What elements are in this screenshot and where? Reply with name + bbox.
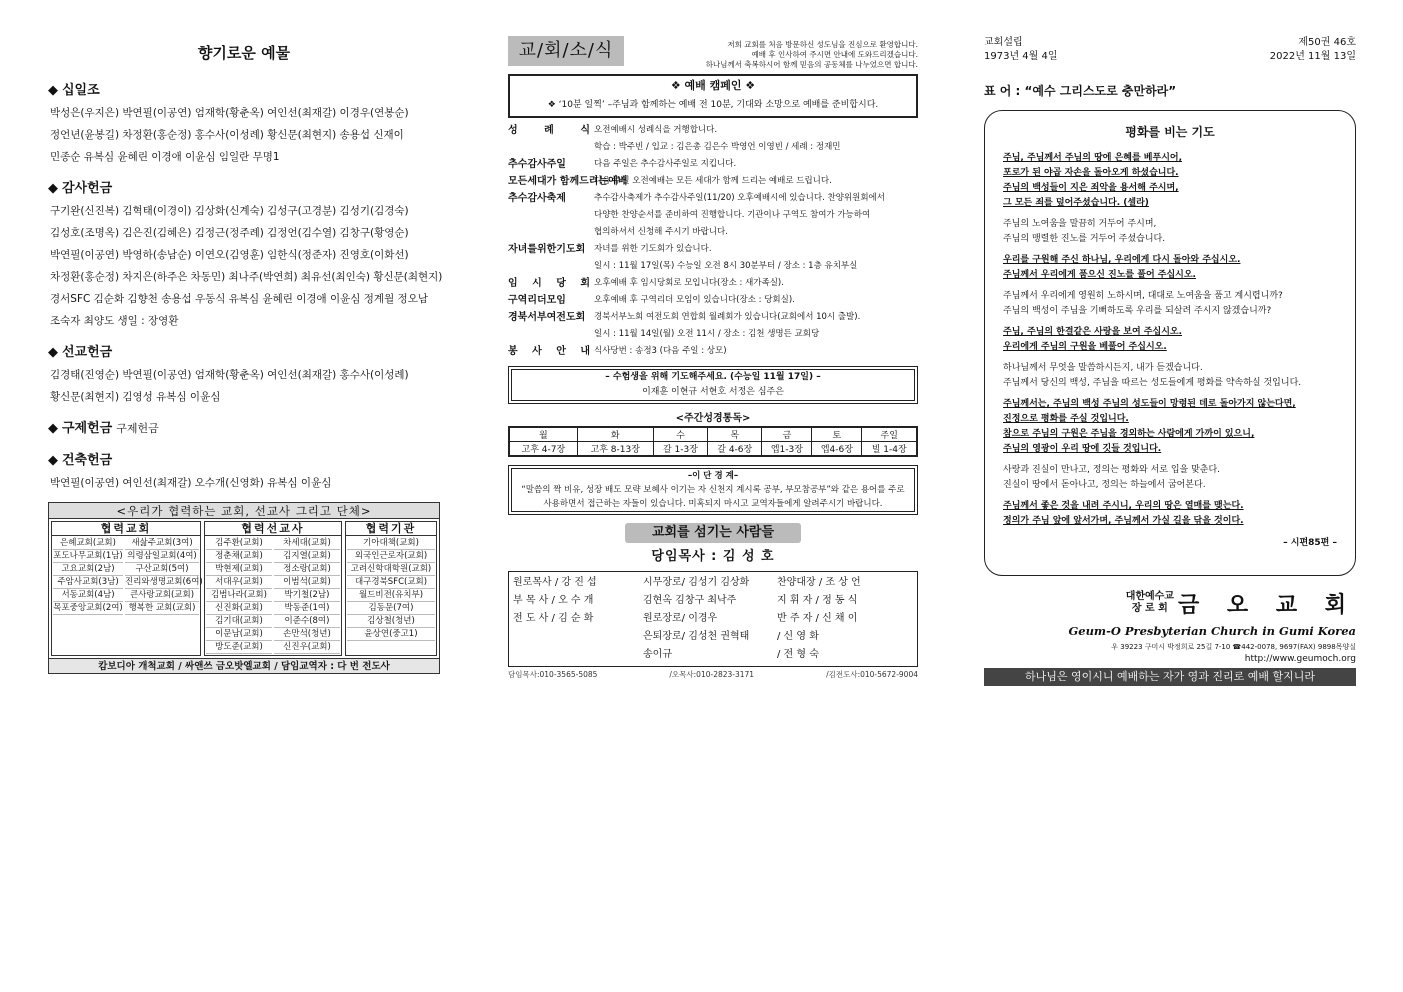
schedule-reads-row: [509, 442, 917, 457]
staff-cell: 시무장로/ 김성기 김상화: [643, 577, 750, 588]
schedule-reading: 갈 1-3장: [653, 442, 707, 457]
news-item-label: 추수감사주일: [508, 159, 566, 170]
staff-row: [513, 610, 913, 628]
offering-names-line: 조숙자 최양도 생일 : 장영환: [50, 315, 179, 327]
bible-schedule-table: [508, 426, 918, 457]
news-item: [508, 156, 918, 173]
news-item-line: 일시 : 11월 17일(목) 수능일 오전 8시 30분부터 / 장소 : 1층 유치부실: [594, 261, 858, 271]
news-item: [508, 275, 918, 292]
news-item-content: [594, 241, 918, 275]
diamond-icon: ◆: [48, 421, 58, 436]
coop-list-item: 박기철(2남): [274, 589, 340, 602]
schedule-day: 화: [577, 427, 653, 442]
offering-section-title: [48, 342, 440, 364]
prayer-line: 하나님께서 무엇을 말씀하시든지, 내가 듣겠습니다.: [1003, 363, 1203, 373]
staff-cell: 전 도 사 / 김 순 화: [513, 613, 594, 624]
news-item: [508, 292, 918, 309]
coop-list-item: 김범나라(교회): [206, 589, 272, 602]
coop-list-item: 고요교회(2남): [53, 563, 123, 576]
exam-prayer-box: [508, 366, 918, 404]
coop-list-item: 방도준(교회): [206, 641, 272, 654]
coop-orgs: [345, 521, 437, 656]
offering-section: [48, 80, 440, 168]
offering-names-line: 경서SFC 김순화 김향천 송용섭 우동식 유복심 윤혜린 이경애 이윤심 정계월 정오남: [50, 293, 428, 305]
prayer-line: 주님, 주님의 한결같은 사랑을 보여 주십시오.: [1003, 327, 1182, 337]
prayer-line: 진정으로 평화를 주실 것입니다.: [1003, 414, 1129, 424]
coop-list-item: 윤상연(중고1): [347, 628, 435, 641]
coop-list-item: 기아대책(교회): [347, 537, 435, 550]
news-item-label: 경북서부여전도회: [508, 312, 586, 323]
staff-cell: 찬양대장 / 조 상 언: [777, 577, 861, 588]
coop-list-item: 김동문(7여): [347, 602, 435, 615]
news-item-line: 추수감사축제가 추수감사주일(11/20) 오후예배시에 있습니다. 찬양위원회에서: [594, 193, 885, 203]
prayer-line: 진실이 땅에서 돋아나고, 정의는 하늘에서 굽어본다.: [1003, 480, 1206, 490]
offering-section-title: [48, 450, 440, 472]
schedule-reading: 빌 1-4장: [862, 442, 917, 457]
caution-text: “말씀의 짝 비유, 성장 배도 모략 보혜사 이기는 자 신천지 계시록 공부, 부모참공부”와 같은 용어를 주로 사용하면서 접근하는 자들이 있습니다. 미혹되지 마시고 교역자들에게 알려주시기 바랍니다.: [521, 485, 905, 509]
staff-cell: / 신 영 화: [777, 631, 819, 642]
news-intro-line: 저희 교회를 처음 방문하신 성도님을 진심으로 환영합니다.: [727, 40, 918, 49]
news-title: 교/회/소/식: [508, 36, 624, 66]
offering-inline-names: 구제헌금: [116, 422, 159, 435]
coop-list-item: 의령삼일교회(4여): [125, 550, 199, 563]
prayer-line: 우리를 구원해 주신 하나님, 우리에게 다시 돌아와 주십시오.: [1003, 255, 1241, 265]
news-item-line: 자녀를 위한 기도회가 있습니다.: [594, 244, 712, 254]
offering-section-name: 구제헌금: [62, 421, 113, 436]
campaign-desc: ❖ ‘10분 일찍’ –주님과 함께하는 예배 전 10분, 기대와 소망으로 예배를 준비합시다.: [547, 100, 879, 110]
phone-evangelist: /김전도사:010-5672-9004: [826, 670, 918, 679]
staff-cell: 은퇴장로/ 김성천 권혁태: [643, 631, 750, 642]
prayer-stanza: [1003, 325, 1337, 355]
church-english-name: Geum-O Presbyterian Church in Gumi Korea: [1068, 624, 1356, 638]
offering-section-name: 건축헌금: [62, 453, 113, 468]
coop-list-item: 외국인근로자(교회): [347, 550, 435, 563]
staff-cell: 원로장로/ 이경우: [643, 613, 718, 624]
offering-section-name: 십일조: [62, 83, 100, 98]
coop-list-item: 신진우(교회): [274, 641, 340, 654]
prayer-line: 주님께서 우리에게 품으신 진노를 풀어 주십시오.: [1003, 270, 1196, 280]
offering-names-line: 구기완(신진복) 김혁태(이경이) 김상화(신계숙) 김성구(고경분) 김성기(김경숙): [50, 205, 409, 217]
cooperation-body: [49, 519, 439, 656]
issue-date: 2022년 11월 13일: [1269, 51, 1356, 62]
news-item-content: [594, 343, 918, 360]
coop-list-item: 구산교회(5여): [125, 563, 199, 576]
schedule-day: 수: [653, 427, 707, 442]
news-intro: [624, 36, 918, 70]
coop-list-item: 서동교회(4남): [53, 589, 123, 602]
offerings-sections: [48, 80, 443, 494]
offering-names-line: 황신문(최현지) 김영성 유복심 이윤심: [50, 391, 221, 403]
schedule-reading: 고후 8-13장: [577, 442, 653, 457]
coop-missionaries-list-b: [273, 536, 341, 655]
coop-list-item: 고려신학대학원(교회): [347, 563, 435, 576]
prayer-line: 주님의 백성이 주님을 기뻐하도록 우리를 되살려 주시지 않겠습니까?: [1003, 306, 1272, 316]
prayer-line: 정의가 주님 앞에 앞서가며, 주님께서 가실 길을 닦을 것이다.: [1003, 516, 1244, 526]
exam-prayer-names: 이재훈 이현규 서현호 서정은 심주은: [642, 387, 784, 397]
news-item-line: 오후예배 후 임시당회로 모입니다(장소 : 새가족실).: [594, 278, 784, 288]
coop-list-item: 정소랑(교회): [274, 563, 340, 576]
coop-list-item: 신진화(교회): [206, 602, 272, 615]
offering-section: [48, 450, 440, 494]
staff-row: [513, 592, 913, 610]
news-item-content: [594, 173, 918, 190]
cooperation-box: [48, 502, 440, 674]
coop-list-item: 김상철(청년): [347, 615, 435, 628]
offering-names-line: 김성호(조명옥) 김은진(김혜은) 김정근(정주례) 김정언(김수열) 김창구(황영순): [50, 227, 409, 239]
staff-table: [508, 571, 918, 667]
staff-cell: 송이규: [643, 649, 672, 660]
senior-pastor: 당임목사 : 김 성 호: [651, 549, 775, 564]
prayer-line: 사랑과 진실이 만나고, 정의는 평화와 서로 입을 맞춘다.: [1003, 465, 1221, 475]
news-item-content: [594, 190, 918, 241]
church-address: 우 39223 구미시 박정희로 25길 7-10 ☎442-0078, 9697(FAX) 9898목양실: [1111, 643, 1356, 651]
news-item-line: 경북서부노회 여전도회 연합회 월례회가 있습니다(교회에서 10시 출발).: [594, 312, 861, 322]
news-item-content: [594, 292, 918, 309]
coop-list-item: 진리와생명교회(6여): [125, 577, 203, 587]
news-item-line: 학습 : 박주빈 / 입교 : 김은총 김은수 박영언 이영빈 / 세례 : 정재민: [594, 142, 841, 152]
church-website-link[interactable]: http://www.geumoch.org: [1244, 654, 1356, 664]
founded-label: 교회설립: [984, 37, 1023, 48]
prayer-line: 주님의 맹렬한 진노를 거두어 주셨습니다.: [1003, 234, 1166, 244]
schedule-reading: 엡1-3장: [762, 442, 812, 457]
staff-row: [513, 646, 913, 664]
prayer-line: 그 모든 죄를 덮어주셨습니다. (셀라): [1003, 198, 1149, 208]
staff-row: [513, 574, 913, 592]
coop-list-item: 큰사랑교회(교회): [125, 589, 199, 602]
news-item-line: 오전예배시 성례식을 거행합니다.: [594, 125, 718, 135]
coop-churches: [51, 521, 201, 656]
campaign-title: ❖ 예배 캠페인 ❖: [670, 79, 756, 92]
staff-row: [513, 628, 913, 646]
news-item-line: 다음 주일은 추수감사주일로 지킵니다.: [594, 159, 737, 169]
prayer-line: 주님의 영광이 우리 땅에 깃들 것입니다.: [1003, 444, 1162, 454]
prayer-line: 주님, 주님께서 주님의 땅에 은혜를 베푸시어,: [1003, 153, 1182, 163]
prayer-stanza: [1003, 361, 1337, 391]
news-header: [508, 36, 918, 70]
bulletin-slogan: 하나님은 영이시니 예배하는 자가 영과 진리로 예배 할지니라: [984, 668, 1356, 686]
news-intro-line: 하나님께서 축복하시어 함께 믿음의 공동체를 나누었으면 합니다.: [705, 60, 918, 69]
coop-missionaries-list-a: [205, 536, 273, 655]
coop-list-item: 주암사교회(3남): [53, 576, 123, 589]
schedule-day: 목: [708, 427, 762, 442]
coop-list-item: 김주환(교회): [206, 537, 272, 550]
offering-names-line: 정언년(윤봉길) 차정환(홍순정) 홍수사(이성례) 황신문(최현지) 송용섭 신재이: [50, 129, 404, 141]
schedule-day: 월: [509, 427, 577, 442]
news-item-label: 봉 사 안 내: [508, 346, 590, 357]
coop-list-item: 박현제(교회): [206, 563, 272, 576]
offering-names-line: 박연필(이공연) 여인선(최재갈) 오수개(신영화) 유복심 이윤심: [50, 477, 332, 489]
coop-list-item: 은혜교회(교회): [53, 537, 123, 550]
prayer-stanza: [1003, 397, 1337, 457]
coop-churches-list-b: [124, 536, 203, 616]
news-item-line: 협의하셔서 신청해 주시기 바랍니다.: [594, 227, 728, 237]
diamond-icon: ◆: [48, 345, 58, 360]
coop-list-item: 월드비전(유치부): [347, 589, 435, 602]
news-intro-line: 예배 후 인사하여 주시면 안내에 도와드리겠습니다.: [751, 50, 918, 59]
caution-title: –이 단 경 계–: [687, 471, 739, 481]
staff-cell: [513, 646, 643, 664]
offering-section: [48, 418, 440, 440]
cooperation-footer: 캄보디아 개척교회 / 싸앤쓰 금오밧엘교회 / 담임교역자 : 다 번 전도사: [49, 658, 439, 673]
denomination-line: 장 로 회: [1131, 603, 1168, 614]
news-item-content: [594, 309, 918, 343]
offering-names-line: 차정환(홍순정) 차지은(하주은 차동민) 최나주(박연희) 최유선(최인숙) 황신문(최현지): [50, 271, 443, 283]
prayer-line: 주님의 백성들이 지은 죄악을 용서해 주시며,: [1003, 183, 1179, 193]
offering-section: [48, 342, 440, 408]
prayer-line: 주님의 노여움을 말끔히 거두어 주시며,: [1003, 219, 1157, 229]
coop-list-item: 대구경북SFC(교회): [347, 576, 435, 589]
denomination: [1126, 591, 1174, 615]
news-item-label: 추수감사축제: [508, 193, 566, 204]
news-item-content: [594, 275, 918, 292]
prayer-line: 참으로 주님의 구원은 주님을 경외하는 사람에게 가까이 있으니,: [1003, 429, 1255, 439]
news-item-label: 자녀를위한기도회: [508, 244, 586, 255]
news-item-line: 다양한 찬양순서를 준비하여 진행합니다. 기관이나 구역도 참여가 가능하여: [594, 210, 871, 220]
staff-cell: 원로목사 / 강 진 섭: [513, 577, 597, 588]
schedule-day: 금: [762, 427, 812, 442]
news-item-label: 모든세대가 함께드리는예배: [508, 176, 628, 187]
coop-orgs-list: [346, 536, 436, 642]
offering-names-line: 박연필(이공연) 박영하(송남순) 이연오(김영훈) 임한식(정준자) 진영호(이화선): [50, 249, 409, 261]
staff-cell: 반 주 자 / 신 채 이: [777, 613, 858, 624]
coop-list-item: 서대우(교회): [206, 576, 272, 589]
diamond-icon: ◆: [48, 83, 58, 98]
phone-pastor: 담임목사:010-3565-5085: [508, 670, 598, 679]
news-item: [508, 241, 918, 275]
coop-list-item: 이문남(교회): [206, 628, 272, 641]
coop-list-item: 새삶주교회(3여): [125, 537, 199, 550]
founded-date: 1973년 4월 4일: [984, 51, 1058, 62]
news-items: [508, 122, 918, 360]
prayer-line: 주님께서 당신의 백성, 주님을 따르는 성도들에게 평화를 약속하실 것입니다.: [1003, 378, 1302, 388]
news-item-label: 성 례 식: [508, 125, 590, 136]
prayer-line: 주님께서는, 주님의 백성 주님의 성도들이 망령된 데로 돌아가지 않는다면,: [1003, 399, 1296, 409]
schedule-days-row: [509, 427, 917, 442]
peace-prayer-stanzas: [1003, 151, 1337, 529]
news-item: [508, 343, 918, 360]
prayer-stanza: [1003, 289, 1337, 319]
diamond-icon: ◆: [48, 453, 58, 468]
staff-cell: 지 휘 자 / 정 동 식: [777, 595, 858, 606]
prayer-line: 주님께서 좋은 것을 내려 주시니, 우리의 땅은 열매를 맺는다.: [1003, 501, 1244, 511]
news-item: [508, 122, 918, 156]
news-item-line: 일시 : 11월 14일(월) 오전 11시 / 장소 : 김천 생명든 교회당: [594, 329, 820, 339]
phone-associate: /오목사:010-2823-3171: [669, 670, 755, 679]
news-item: [508, 309, 918, 343]
peace-prayer-title: 평화를 비는 기도: [1125, 125, 1215, 139]
church-name: 금 오 교 회: [1178, 592, 1356, 618]
cover-column: [984, 36, 1356, 686]
news-item-content: [594, 156, 918, 173]
prayer-line: 우리에게 주님의 구원을 베풀어 주십시오.: [1003, 342, 1167, 352]
worship-campaign: [508, 74, 918, 118]
offering-section-title: [48, 418, 440, 440]
coop-list-item: 김지열(교회): [274, 550, 340, 563]
offering-section-name: 감사헌금: [62, 181, 113, 196]
prayer-line: 주님께서 우리에게 영원히 노하시며, 대대로 노여움을 품고 계시렵니까?: [1003, 291, 1283, 301]
news-column: [508, 36, 918, 680]
coop-missionaries: [204, 521, 342, 656]
bible-schedule-title: <주간성경통독>: [675, 413, 751, 424]
news-item-content: [594, 122, 918, 156]
exam-prayer-title: – 수험생을 위해 기도해주세요. (수능일 11월 17일) –: [605, 372, 821, 382]
news-item-label: 구역리더모임: [508, 295, 566, 306]
offering-section-title: [48, 80, 440, 102]
offering-names-line: 민종순 유복심 윤혜린 이경애 이윤심 임일란 무명1: [50, 151, 280, 163]
news-item-line: 다음 주일 오전예배는 모든 세대가 함께 드리는 예배로 드립니다.: [594, 176, 832, 186]
staff-cell: 부 목 사 / 오 수 개: [513, 595, 594, 606]
news-item-line: 오후예배 후 구역리더 모임이 있습니다(장소 : 당회실).: [594, 295, 795, 305]
staff-cell: [513, 628, 643, 646]
coop-churches-list-a: [52, 536, 124, 616]
offerings-title: 향기로운 예물: [197, 44, 291, 62]
church-staff-heading: 교회를 섬기는 사람들: [625, 523, 801, 543]
volume-number: 제50권 46호: [1298, 37, 1356, 48]
church-motto: 표 어 : “예수 그리스도로 충만하라”: [984, 84, 1177, 98]
prayer-line: 포로가 된 야곱 자손을 돌아오게 하셨습니다.: [1003, 168, 1179, 178]
bulletin-header: [984, 36, 1356, 64]
cooperation-title: <우리가 협력하는 교회, 선교사 그리고 단체>: [49, 503, 439, 519]
coop-list-item: 목포중앙교회(2여): [53, 603, 123, 613]
psalm-source: – 시편85편 –: [1283, 538, 1337, 548]
staff-cell: / 전 형 숙: [777, 649, 819, 660]
news-item-line: 식사당번 : 송정3 (다음 주일 : 상모): [594, 346, 727, 356]
schedule-reading: 고후 4-7장: [509, 442, 577, 457]
prayer-stanza: [1003, 463, 1337, 493]
schedule-day: 주일: [862, 427, 917, 442]
coop-list-item: 이범석(교회): [274, 576, 340, 589]
schedule-reading: 갈 4-6장: [708, 442, 762, 457]
coop-list-item: 차세대(교회): [274, 537, 340, 550]
prayer-stanza: [1003, 217, 1337, 247]
news-item: [508, 190, 918, 241]
schedule-reading: 엡4-6장: [812, 442, 862, 457]
heresy-caution-box: [508, 465, 918, 515]
coop-list-item: 행복한 교회(교회): [125, 602, 199, 615]
offering-names-line: 박성은(우지은) 박연필(이공연) 엄재학(황춘옥) 여인선(최재갈) 이경우(연봉순): [50, 107, 409, 119]
prayer-stanza: [1003, 151, 1337, 211]
church-identity: [984, 586, 1356, 620]
coop-list-item: 박동준(1여): [274, 602, 340, 615]
diamond-icon: ◆: [48, 181, 58, 196]
coop-list-item: 정춘채(교회): [206, 550, 272, 563]
coop-list-item: 손만석(청년): [274, 628, 340, 641]
schedule-day: 토: [812, 427, 862, 442]
prayer-stanza: [1003, 253, 1337, 283]
phone-numbers: [508, 669, 918, 680]
coop-list-item: 이준수(8여): [274, 615, 340, 628]
offerings-column: [48, 36, 443, 674]
prayer-stanza: [1003, 499, 1337, 529]
peace-prayer-box: [984, 110, 1356, 576]
news-item-label: 임 시 당 회: [508, 278, 590, 289]
offering-section: [48, 178, 443, 332]
offering-names-line: 김경태(진영순) 박연필(이공연) 엄재학(황춘옥) 여인선(최재갈) 홍수사(이성례): [50, 369, 409, 381]
denomination-line: 대한예수교: [1125, 591, 1174, 602]
offering-section-name: 선교헌금: [62, 345, 113, 360]
news-item: [508, 173, 918, 190]
coop-missionaries-title: 협력선교사: [205, 522, 341, 536]
coop-list-item: 포도나무교회(1남): [53, 551, 123, 561]
staff-cell: 김현옥 김창구 최낙주: [643, 595, 737, 606]
offering-section-title: [48, 178, 440, 200]
coop-churches-title: 협력교회: [52, 522, 200, 536]
coop-list-item: 김기대(교회): [206, 615, 272, 628]
coop-orgs-title: 협력기관: [346, 522, 436, 536]
